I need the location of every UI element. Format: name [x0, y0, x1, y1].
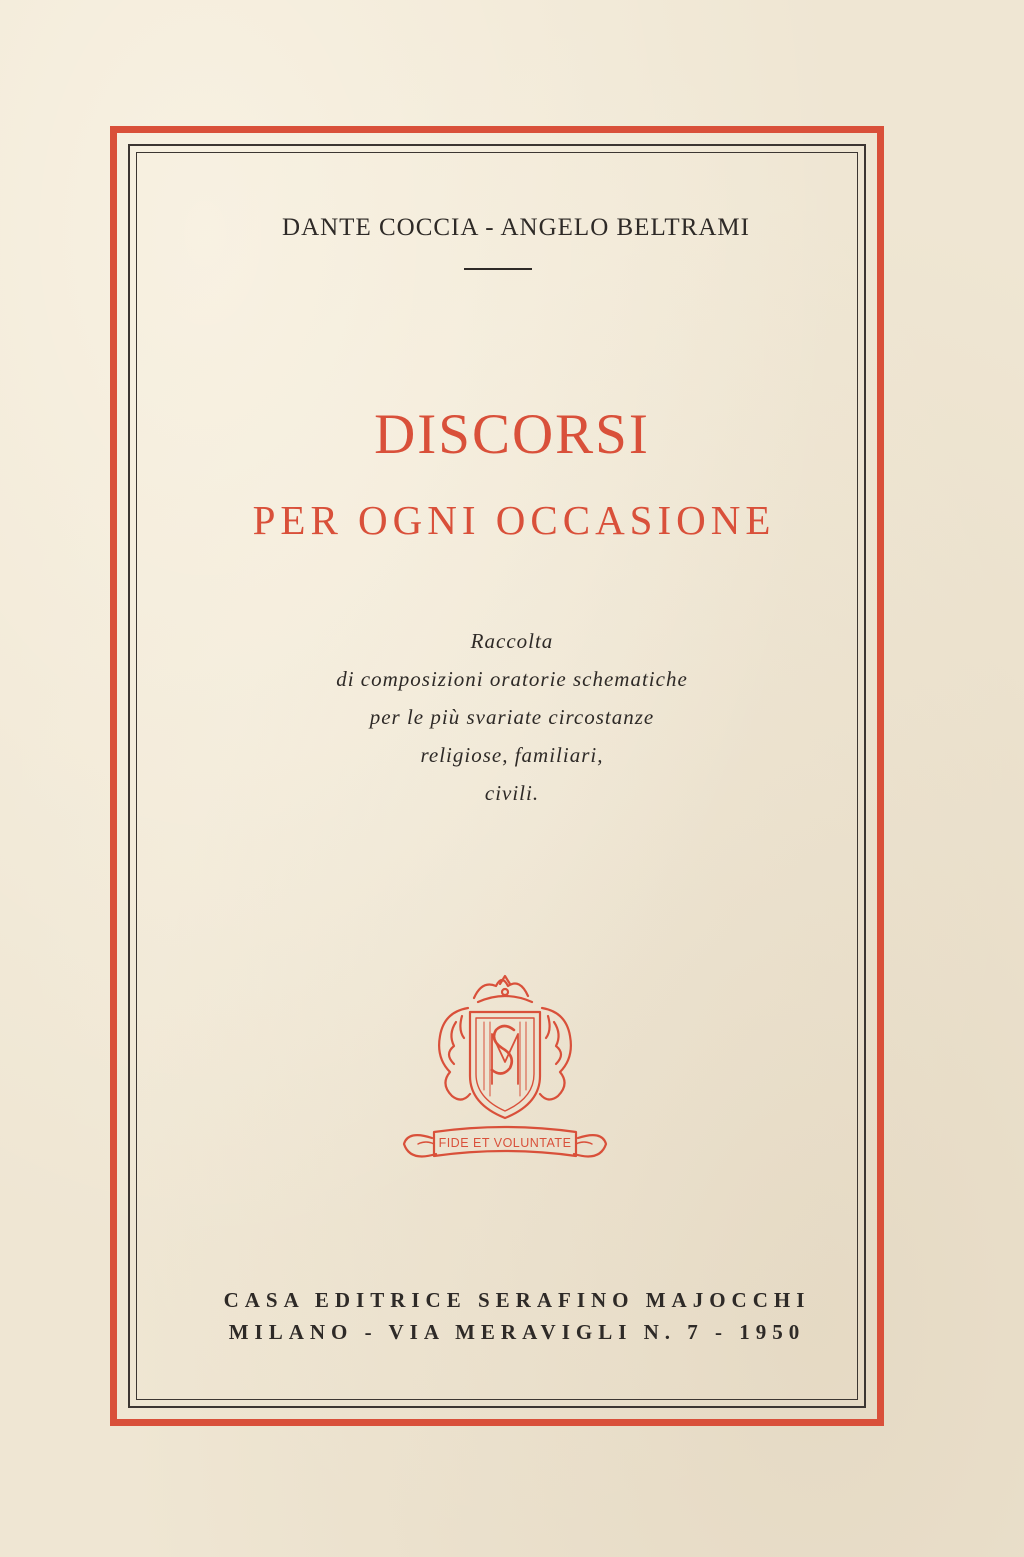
- publisher-crest-icon: [396, 972, 614, 1172]
- title-secondary: PER OGNI OCCASIONE: [252, 497, 776, 543]
- subtitle-line: civili.: [484, 781, 540, 805]
- authors-line: DANTE COCCIA - ANGELO BELTRAMI: [282, 214, 750, 241]
- crest-motto: FIDE ET VOLUNTATE: [438, 1136, 572, 1150]
- title-main: DISCORSI: [374, 403, 650, 466]
- publisher-block: [0, 1284, 1024, 1348]
- publisher-address: MILANO - VIA MERAVIGLI N. 7 - 1950: [228, 1320, 806, 1344]
- subtitle-line: di composizioni oratorie schematiche: [336, 667, 688, 691]
- publisher-name: CASA EDITRICE SERAFINO MAJOCCHI: [223, 1288, 811, 1312]
- subtitle-line: religiose, familiari,: [420, 743, 604, 767]
- subtitle-line: per le più svariate circostanze: [369, 705, 655, 729]
- subtitle-block: [0, 622, 1024, 812]
- subtitle-line: Raccolta: [470, 629, 554, 653]
- divider-rule: [464, 268, 532, 270]
